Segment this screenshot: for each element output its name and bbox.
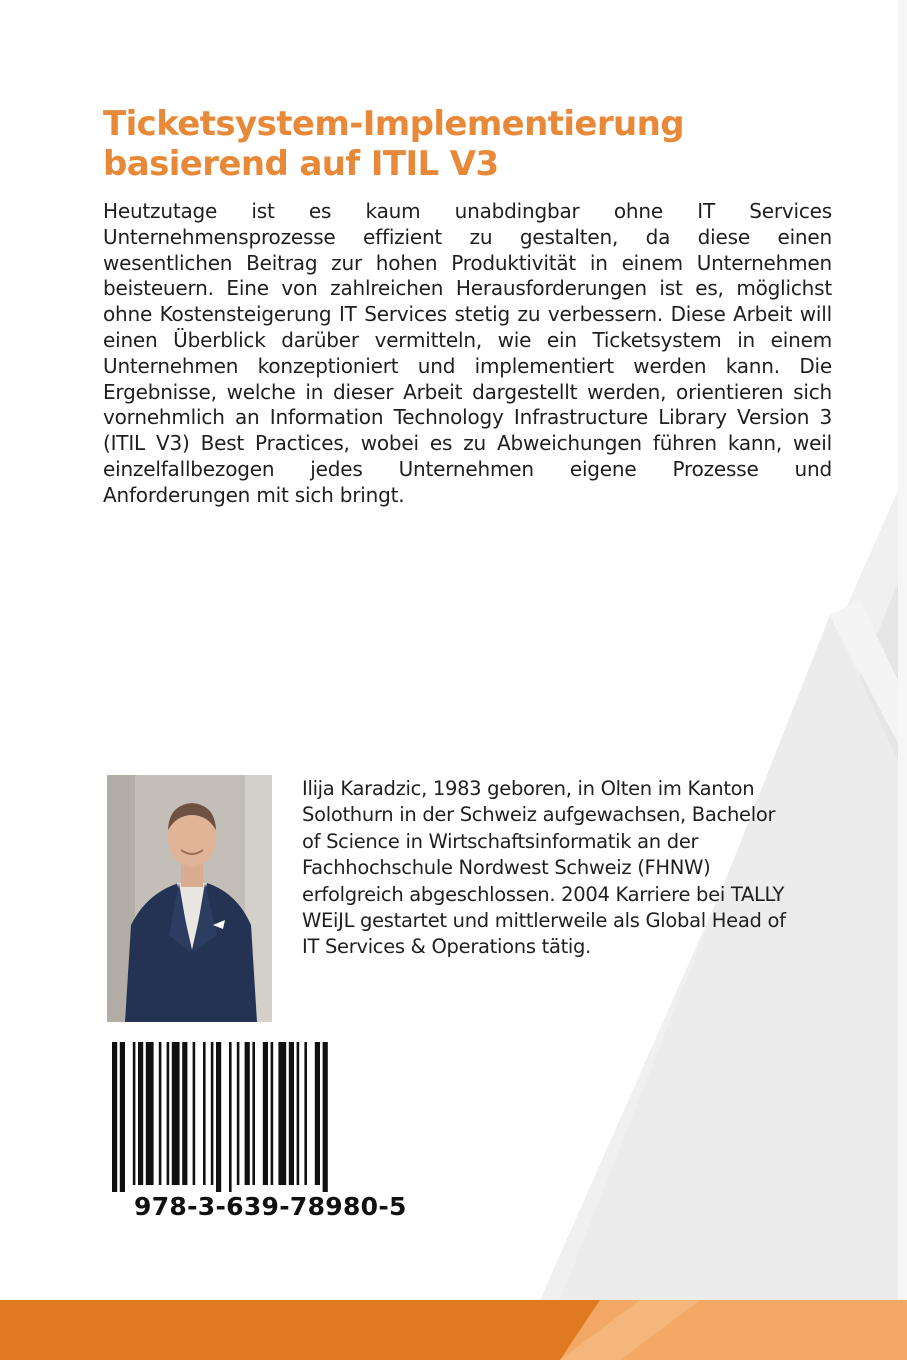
bottom-orange-band xyxy=(0,1300,907,1360)
barcode-bar xyxy=(237,1042,240,1185)
bio-line: Solothurn in der Schweiz aufgewachsen, Bachelor xyxy=(302,803,776,827)
barcode-bar xyxy=(138,1042,143,1185)
barcode-bar xyxy=(133,1042,136,1185)
bio-line: IT Services & Operations tätig. xyxy=(302,935,592,959)
book-abstract: Heutzutage ist es kaum unabdingbar ohne IT Services Unternehmensprozesse effizient zu gestalten, da diese einen wesentlichen Beitrag zur hohen Produktivität in einem Unternehmen beisteuern. Eine von zahlreichen Herausforderungen ist es, möglichst ohne Kostensteigerung IT Services stetig zu verbessern. Diese Arbeit will einen Überblick darüber vermitteln, wie ein Ticketsystem in einem Unternehmen konzeptioniert und implementiert werden kann. Die Ergebnisse, welche in dieser Arbeit dargestellt werden, orientieren sich vornehmlich an Information Technology Infrastructure Library Version 3 (ITIL V3) Best Practices, wobei es zu Abweichungen führen kann, weil einzelfallbezogen jedes Unternehmen eigene Prozesse und Anforderungen mit sich bringt. xyxy=(103,199,832,507)
barcode-bar xyxy=(182,1042,187,1185)
barcode-bar xyxy=(252,1042,255,1185)
barcode-bar xyxy=(172,1042,180,1185)
book-title xyxy=(103,104,863,184)
barcode-bar xyxy=(193,1042,196,1185)
barcode-bar xyxy=(315,1042,320,1185)
barcode-bar xyxy=(216,1042,221,1192)
barcode-bar xyxy=(304,1042,307,1185)
title-line-2: basierend auf ITIL V3 xyxy=(103,144,499,184)
barcode-bar xyxy=(159,1042,162,1185)
bio-line: WEiJL gestartet und mittlerweile als Global Head of xyxy=(302,909,786,933)
barcode-bar xyxy=(146,1042,154,1185)
bio-line: of Science in Wirtschaftsinformatik an der xyxy=(302,829,699,853)
barcode-bar xyxy=(167,1042,170,1185)
barcode-bar xyxy=(278,1042,286,1185)
isbn-number: 978-3-639-78980-5 xyxy=(134,1192,407,1221)
barcode-bar xyxy=(203,1042,206,1185)
barcode-bar xyxy=(112,1042,117,1192)
title-line-1: Ticketsystem-Implementierung xyxy=(103,104,685,144)
barcode-bar xyxy=(229,1042,232,1192)
isbn-barcode xyxy=(112,1042,360,1192)
bio-line: erfolgreich abgeschlossen. 2004 Karriere bei TALLY xyxy=(302,882,785,906)
barcode-bar xyxy=(211,1042,214,1185)
bio-line: Fachhochschule Nordwest Schweiz (FHNW) xyxy=(302,856,711,880)
bio-line: Ilija Karadzic, 1983 geboren, in Olten im Kanton xyxy=(302,777,755,800)
barcode-bar xyxy=(323,1042,328,1192)
barcode-bar xyxy=(271,1042,274,1185)
barcode-bar xyxy=(245,1042,250,1185)
barcode-bar xyxy=(297,1042,300,1185)
barcode-bar xyxy=(263,1042,268,1185)
author-bio xyxy=(302,776,842,961)
barcode-bar xyxy=(289,1042,294,1185)
barcode-bar xyxy=(120,1042,125,1192)
author-photo xyxy=(107,775,272,1022)
